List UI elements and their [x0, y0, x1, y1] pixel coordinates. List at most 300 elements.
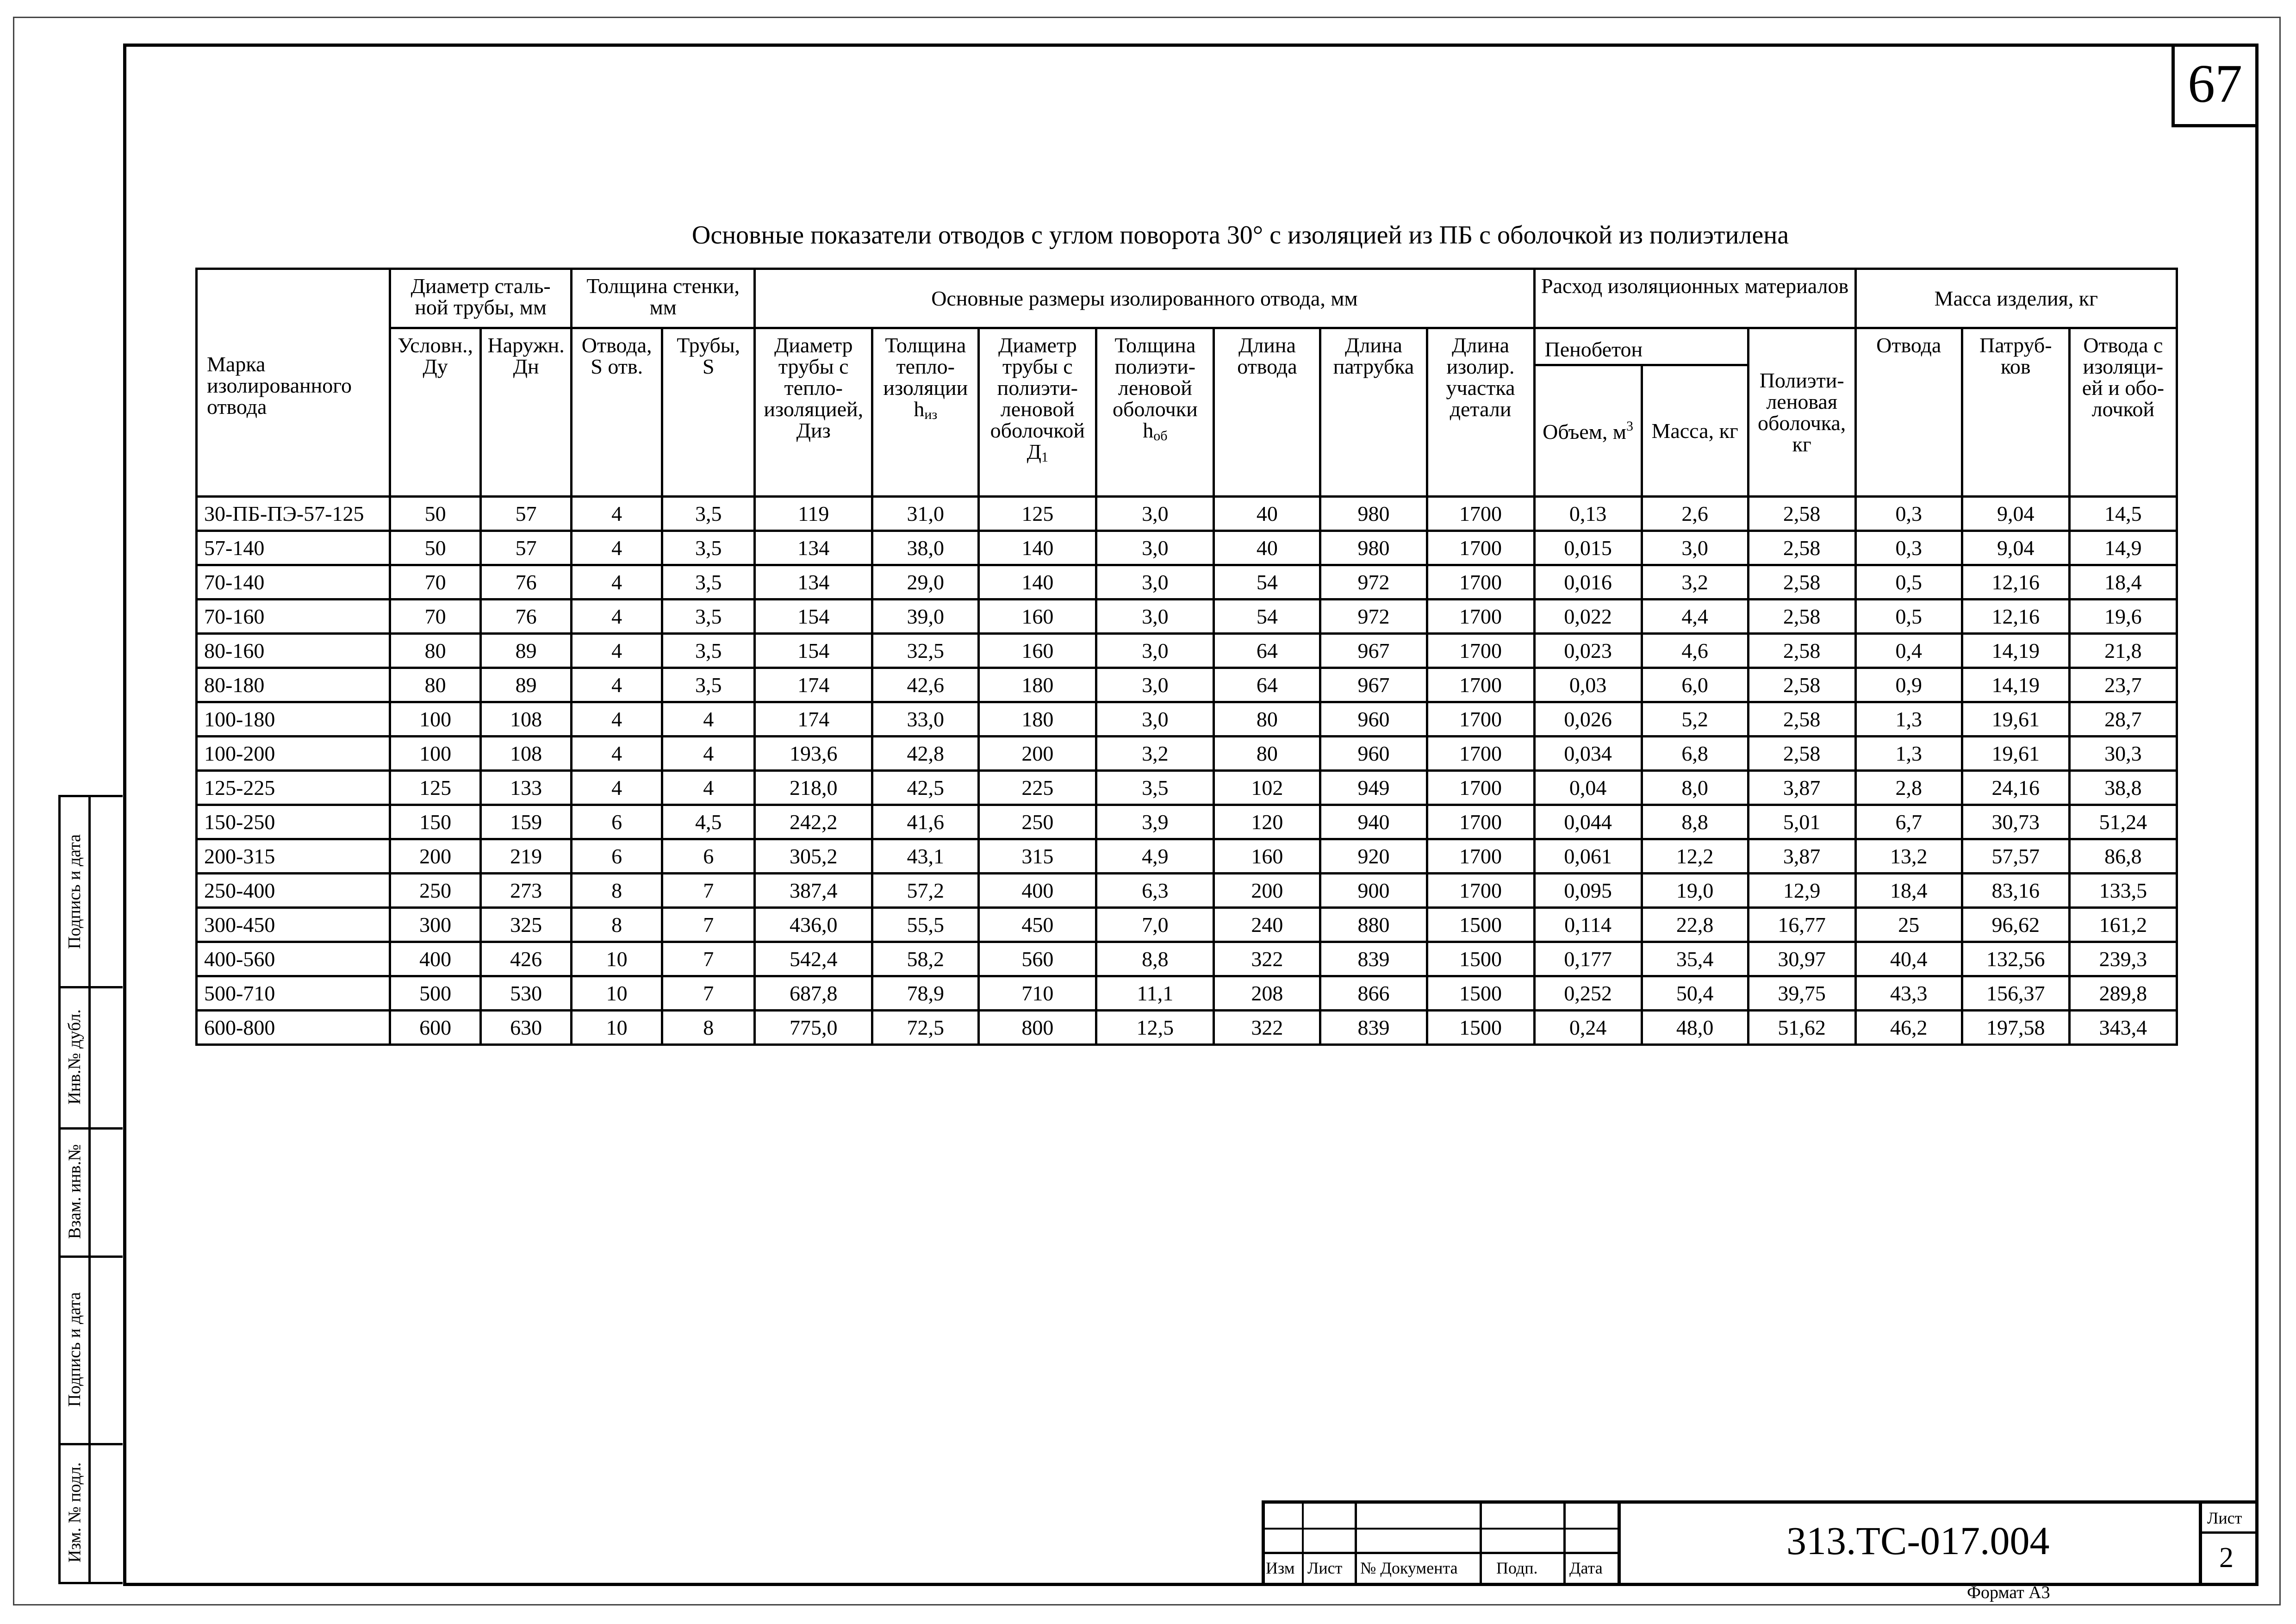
table-cell: 3,5: [662, 600, 755, 634]
table-cell: 10: [572, 976, 662, 1011]
side-label-sign-date-1: Подпись и дата: [65, 834, 85, 949]
table-cell: 2,6: [1642, 497, 1748, 531]
table-cell: 160: [979, 634, 1096, 668]
table-cell: 70: [390, 565, 481, 600]
table-cell: 0,5: [1855, 600, 1962, 634]
table-cell: 322: [1214, 1011, 1320, 1045]
stamp-signature: Подп.: [1496, 1559, 1538, 1577]
table-cell: 1700: [1427, 737, 1534, 771]
table-cell: 193,6: [755, 737, 872, 771]
cell-mark: 300-450: [197, 908, 390, 942]
table-cell: 0,022: [1534, 600, 1642, 634]
table-cell: 4: [572, 565, 662, 600]
table-cell: 50: [390, 531, 481, 565]
table-cell: 1700: [1427, 668, 1534, 702]
table-cell: 19,61: [1962, 737, 2069, 771]
table-cell: 100: [390, 702, 481, 737]
table-cell: 29,0: [872, 565, 979, 600]
cell-mark: 100-180: [197, 702, 390, 737]
table-cell: 239,3: [2069, 942, 2177, 976]
table-cell: 426: [481, 942, 572, 976]
table-cell: 0,015: [1534, 531, 1642, 565]
table-cell: 980: [1320, 497, 1427, 531]
table-cell: 39,75: [1748, 976, 1855, 1011]
table-cell: 0,034: [1534, 737, 1642, 771]
table-cell: 6: [662, 839, 755, 874]
table-cell: 57: [481, 531, 572, 565]
table-cell: 43,1: [872, 839, 979, 874]
table-cell: 1500: [1427, 908, 1534, 942]
table-cell: 4: [662, 702, 755, 737]
table-cell: 16,77: [1748, 908, 1855, 942]
table-row: [197, 942, 2177, 976]
header-h-ins: Толщина тепло- изоляции $h_{из}$: [872, 328, 979, 497]
table-row: [197, 771, 2177, 805]
table-cell: 174: [755, 702, 872, 737]
table-cell: 4: [662, 771, 755, 805]
table-cell: 3,0: [1096, 702, 1214, 737]
table-cell: 6: [572, 805, 662, 839]
table-cell: 8: [572, 908, 662, 942]
table-cell: 51,24: [2069, 805, 2177, 839]
table-cell: 11,1: [1096, 976, 1214, 1011]
table-cell: 30,3: [2069, 737, 2177, 771]
table-cell: 80: [1214, 702, 1320, 737]
table-cell: 10: [572, 942, 662, 976]
table-body: [197, 497, 2177, 1045]
table-cell: 80: [390, 668, 481, 702]
table-cell: 161,2: [2069, 908, 2177, 942]
left-signature-strip: [58, 795, 123, 1584]
table-cell: 240: [1214, 908, 1320, 942]
table-cell: 55,5: [872, 908, 979, 942]
table-cell: 197,58: [1962, 1011, 2069, 1045]
table-cell: 2,58: [1748, 668, 1855, 702]
table-cell: 86,8: [2069, 839, 2177, 874]
table-cell: 83,16: [1962, 874, 2069, 908]
table-cell: 839: [1320, 1011, 1427, 1045]
table-cell: 3,87: [1748, 771, 1855, 805]
table-cell: 7: [662, 874, 755, 908]
table-cell: 436,0: [755, 908, 872, 942]
table-cell: 3,5: [662, 531, 755, 565]
table-cell: 21,8: [2069, 634, 2177, 668]
header-d1: Диаметр трубы с полиэти- леновой оболочкой $Д_1$: [979, 328, 1096, 497]
table-cell: 76: [481, 565, 572, 600]
table-cell: 315: [979, 839, 1096, 874]
table-row: [197, 497, 2177, 531]
header-bend-length: Длина отвода: [1214, 328, 1320, 497]
table-cell: 12,16: [1962, 565, 2069, 600]
table-cell: 3,5: [662, 565, 755, 600]
table-cell: 0,5: [1855, 565, 1962, 600]
table-cell: 960: [1320, 737, 1427, 771]
table-cell: 1700: [1427, 600, 1534, 634]
table-cell: 6,7: [1855, 805, 1962, 839]
table-cell: 273: [481, 874, 572, 908]
table-cell: 72,5: [872, 1011, 979, 1045]
table-cell: 125: [979, 497, 1096, 531]
table-cell: 4: [572, 600, 662, 634]
table-row: [197, 600, 2177, 634]
table-cell: 18,4: [1855, 874, 1962, 908]
table-cell: 0,026: [1534, 702, 1642, 737]
table-cell: 33,0: [872, 702, 979, 737]
table-row: [197, 737, 2177, 771]
table-cell: 140: [979, 531, 1096, 565]
header-nozzle-length: Длина патрубка: [1320, 328, 1427, 497]
table-cell: 0,114: [1534, 908, 1642, 942]
table-cell: 866: [1320, 976, 1427, 1011]
table-cell: 0,4: [1855, 634, 1962, 668]
table-cell: 156,37: [1962, 976, 2069, 1011]
table-cell: 119: [755, 497, 872, 531]
table-cell: 42,8: [872, 737, 979, 771]
side-label-dup-inv: Инв.№ дубл.: [65, 1009, 85, 1105]
table-cell: 2,58: [1748, 702, 1855, 737]
table-cell: 7: [662, 942, 755, 976]
table-cell: 3,5: [662, 497, 755, 531]
header-mass-total: Отвода с изоляци- ей и обо- лочкой: [2069, 328, 2177, 497]
cell-mark: 500-710: [197, 976, 390, 1011]
table-cell: 1700: [1427, 839, 1534, 874]
table-cell: 839: [1320, 942, 1427, 976]
table-cell: 18,4: [2069, 565, 2177, 600]
table-cell: 5,2: [1642, 702, 1748, 737]
table-cell: 8,8: [1096, 942, 1214, 976]
table-cell: 219: [481, 839, 572, 874]
cell-mark: 250-400: [197, 874, 390, 908]
table-cell: 940: [1320, 805, 1427, 839]
table-cell: 343,4: [2069, 1011, 2177, 1045]
table-cell: 174: [755, 668, 872, 702]
side-label-orig-inv: Изм. № подл.: [65, 1462, 85, 1563]
table-cell: 8,8: [1642, 805, 1748, 839]
cell-mark: 125-225: [197, 771, 390, 805]
table-cell: 967: [1320, 634, 1427, 668]
header-product-mass: Масса изделия, кг: [1855, 269, 2177, 328]
table-cell: 218,0: [755, 771, 872, 805]
table-cell: 70: [390, 600, 481, 634]
table-cell: 133: [481, 771, 572, 805]
table-cell: 57,2: [872, 874, 979, 908]
header-dn-outer: Наружн. Дн: [481, 328, 572, 497]
table-cell: 960: [1320, 702, 1427, 737]
table-row: [197, 1011, 2177, 1045]
table-cell: 880: [1320, 908, 1427, 942]
cell-mark: 70-140: [197, 565, 390, 600]
table-cell: 3,5: [662, 634, 755, 668]
table-cell: 6,0: [1642, 668, 1748, 702]
table-cell: 76: [481, 600, 572, 634]
header-wall-thickness: Толщина стенки, мм: [572, 269, 755, 328]
table-cell: 19,61: [1962, 702, 2069, 737]
table-cell: 140: [979, 565, 1096, 600]
table-cell: 42,5: [872, 771, 979, 805]
table-cell: 3,0: [1096, 634, 1214, 668]
table-cell: 12,9: [1748, 874, 1855, 908]
stamp-izm: Изм: [1266, 1559, 1295, 1577]
table-cell: 1700: [1427, 531, 1534, 565]
table-cell: 3,2: [1096, 737, 1214, 771]
table-cell: 14,9: [2069, 531, 2177, 565]
table-cell: 50,4: [1642, 976, 1748, 1011]
table-cell: 387,4: [755, 874, 872, 908]
table-cell: 54: [1214, 565, 1320, 600]
table-cell: 920: [1320, 839, 1427, 874]
table-cell: 2,58: [1748, 600, 1855, 634]
table-cell: 900: [1320, 874, 1427, 908]
table-cell: 30,97: [1748, 942, 1855, 976]
table-cell: 200: [390, 839, 481, 874]
table-cell: 40,4: [1855, 942, 1962, 976]
table-cell: 980: [1320, 531, 1427, 565]
table-cell: 14,5: [2069, 497, 2177, 531]
table-cell: 58,2: [872, 942, 979, 976]
table-cell: 0,177: [1534, 942, 1642, 976]
table-cell: 5,01: [1748, 805, 1855, 839]
table-cell: 0,252: [1534, 976, 1642, 1011]
table-cell: 1,3: [1855, 737, 1962, 771]
table-cell: 225: [979, 771, 1096, 805]
cell-mark: 400-560: [197, 942, 390, 976]
table-cell: 4: [572, 497, 662, 531]
table-cell: 289,8: [2069, 976, 2177, 1011]
table-row: [197, 634, 2177, 668]
table-cell: 1700: [1427, 565, 1534, 600]
table-cell: 1700: [1427, 805, 1534, 839]
table-cell: 4: [572, 737, 662, 771]
table-cell: 2,8: [1855, 771, 1962, 805]
table-cell: 10: [572, 1011, 662, 1045]
table-cell: 2,58: [1748, 497, 1855, 531]
bends-table: [195, 268, 2178, 1046]
table-cell: 0,023: [1534, 634, 1642, 668]
table-cell: 39,0: [872, 600, 979, 634]
table-cell: 24,16: [1962, 771, 2069, 805]
header-s-pipe: Трубы, S: [662, 328, 755, 497]
table-cell: 159: [481, 805, 572, 839]
table-cell: 972: [1320, 600, 1427, 634]
table-cell: 1500: [1427, 976, 1534, 1011]
table-cell: 3,0: [1096, 600, 1214, 634]
cell-mark: 30-ПБ-ПЭ-57-125: [197, 497, 390, 531]
table-cell: 1700: [1427, 634, 1534, 668]
document-code: 313.ТС-017.004: [1786, 1518, 2050, 1563]
table-cell: 4: [572, 668, 662, 702]
table-cell: 560: [979, 942, 1096, 976]
table-cell: 134: [755, 565, 872, 600]
table-cell: 8: [572, 874, 662, 908]
table-cell: 967: [1320, 668, 1427, 702]
cell-mark: 57-140: [197, 531, 390, 565]
table-cell: 600: [390, 1011, 481, 1045]
table-cell: 108: [481, 737, 572, 771]
table-cell: 3,0: [1096, 497, 1214, 531]
table-cell: 3,0: [1096, 531, 1214, 565]
header-main-dimensions: Основные размеры изолированного отвода, мм: [755, 269, 1534, 328]
table-cell: 4: [572, 531, 662, 565]
table-cell: 4,4: [1642, 600, 1748, 634]
table-cell: 7: [662, 908, 755, 942]
table-cell: 800: [979, 1011, 1096, 1045]
header-mark: Марка изолированного отвода: [197, 269, 390, 497]
table-cell: 4: [572, 634, 662, 668]
table-cell: 1,3: [1855, 702, 1962, 737]
table-cell: 0,095: [1534, 874, 1642, 908]
table-cell: 64: [1214, 634, 1320, 668]
table-cell: 89: [481, 634, 572, 668]
table-cell: 133,5: [2069, 874, 2177, 908]
table-cell: 450: [979, 908, 1096, 942]
table-row: [197, 839, 2177, 874]
table-row: [197, 874, 2177, 908]
table-cell: 2,58: [1748, 634, 1855, 668]
table-cell: 160: [979, 600, 1096, 634]
table-cell: 25: [1855, 908, 1962, 942]
table-cell: 13,2: [1855, 839, 1962, 874]
table-cell: 54: [1214, 600, 1320, 634]
table-cell: 57,57: [1962, 839, 2069, 874]
table-cell: 1700: [1427, 497, 1534, 531]
table-cell: 0,044: [1534, 805, 1642, 839]
header-mass-nozzles: Патруб- ков: [1962, 328, 2069, 497]
table-cell: 0,24: [1534, 1011, 1642, 1045]
table-cell: 35,4: [1642, 942, 1748, 976]
title-block: [1262, 1500, 2255, 1583]
table-cell: 30,73: [1962, 805, 2069, 839]
stamp-list: Лист: [1307, 1559, 1343, 1577]
cell-mark: 100-200: [197, 737, 390, 771]
table-cell: 125: [390, 771, 481, 805]
header-foam-mass: Масса, кг: [1642, 365, 1748, 497]
header-dn-conditional: Условн., Ду: [390, 328, 481, 497]
table-cell: 32,5: [872, 634, 979, 668]
table-cell: 0,04: [1534, 771, 1642, 805]
header-foam-concrete: Пенобетон: [1534, 328, 1748, 365]
table-row: [197, 805, 2177, 839]
table-cell: 775,0: [755, 1011, 872, 1045]
table-cell: 200: [979, 737, 1096, 771]
header-mass-bend: Отвода: [1855, 328, 1962, 497]
cell-mark: 600-800: [197, 1011, 390, 1045]
table-cell: 300: [390, 908, 481, 942]
table-cell: 1700: [1427, 874, 1534, 908]
table-cell: 38,0: [872, 531, 979, 565]
table-cell: 100: [390, 737, 481, 771]
stamp-sheet-label: Лист: [2207, 1509, 2242, 1527]
table-cell: 6,8: [1642, 737, 1748, 771]
table-cell: 8,0: [1642, 771, 1748, 805]
side-label-repl-inv: Взам. инв.№: [65, 1144, 85, 1239]
table-title: Основные показатели отводов с углом поворота 30° с изоляцией из ПБ с оболочкой из полиэтилена: [691, 221, 1789, 250]
header-pe-shell: Полиэти- леновая оболочка, кг: [1748, 328, 1855, 497]
table-cell: 4: [572, 702, 662, 737]
table-row: [197, 702, 2177, 737]
table-cell: 400: [979, 874, 1096, 908]
table-cell: 4,5: [662, 805, 755, 839]
table-cell: 687,8: [755, 976, 872, 1011]
side-label-sign-date-2: Подпись и дата: [65, 1292, 85, 1407]
table-cell: 40: [1214, 497, 1320, 531]
header-s-bend: Отвода, S отв.: [572, 328, 662, 497]
table-cell: 7,0: [1096, 908, 1214, 942]
table-cell: 0,03: [1534, 668, 1642, 702]
table-cell: 250: [979, 805, 1096, 839]
table-cell: 108: [481, 702, 572, 737]
table-cell: 2,58: [1748, 737, 1855, 771]
table-cell: 710: [979, 976, 1096, 1011]
table-cell: 80: [390, 634, 481, 668]
table-cell: 3,87: [1748, 839, 1855, 874]
header-insulation-consumption: Расход изоляционных материалов: [1534, 269, 1855, 328]
table-cell: 9,04: [1962, 531, 2069, 565]
header-h-shell: Толщина полиэти- леновой оболочки $h_{об}$: [1096, 328, 1214, 497]
table-cell: 43,3: [1855, 976, 1962, 1011]
table-cell: 242,2: [755, 805, 872, 839]
table-cell: 630: [481, 1011, 572, 1045]
table-cell: 41,6: [872, 805, 979, 839]
header-d-ins: Диаметр трубы с тепло- изоляцией, Диз: [755, 328, 872, 497]
table-cell: 2,58: [1748, 565, 1855, 600]
table-cell: 0,3: [1855, 531, 1962, 565]
table-cell: 22,8: [1642, 908, 1748, 942]
table-cell: 12,2: [1642, 839, 1748, 874]
table-cell: 500: [390, 976, 481, 1011]
table-cell: 19,6: [2069, 600, 2177, 634]
table-cell: 23,7: [2069, 668, 2177, 702]
cell-mark: 80-160: [197, 634, 390, 668]
table-cell: 250: [390, 874, 481, 908]
table-cell: 1500: [1427, 942, 1534, 976]
table-cell: 120: [1214, 805, 1320, 839]
table-cell: 8: [662, 1011, 755, 1045]
table-cell: 9,04: [1962, 497, 2069, 531]
table-cell: 160: [1214, 839, 1320, 874]
table-cell: 1500: [1427, 1011, 1534, 1045]
cell-mark: 80-180: [197, 668, 390, 702]
table-cell: 89: [481, 668, 572, 702]
table-cell: 132,56: [1962, 942, 2069, 976]
header-pipe-diameter: Диаметр сталь- ной трубы, мм: [390, 269, 572, 328]
table-cell: 80: [1214, 737, 1320, 771]
table-cell: 7: [662, 976, 755, 1011]
table-cell: 0,9: [1855, 668, 1962, 702]
table-row: [197, 908, 2177, 942]
table-cell: 4: [662, 737, 755, 771]
cell-mark: 200-315: [197, 839, 390, 874]
table-cell: 12,16: [1962, 600, 2069, 634]
table-cell: 154: [755, 600, 872, 634]
table-cell: 972: [1320, 565, 1427, 600]
table-cell: 200: [1214, 874, 1320, 908]
table-cell: 180: [979, 702, 1096, 737]
table-cell: 19,0: [1642, 874, 1748, 908]
table-cell: 322: [1214, 942, 1320, 976]
table-cell: 31,0: [872, 497, 979, 531]
table-cell: 14,19: [1962, 634, 2069, 668]
table-cell: 28,7: [2069, 702, 2177, 737]
table-cell: 0,061: [1534, 839, 1642, 874]
table-cell: 3,5: [662, 668, 755, 702]
table-cell: 208: [1214, 976, 1320, 1011]
table-cell: 64: [1214, 668, 1320, 702]
table-cell: 0,016: [1534, 565, 1642, 600]
table-cell: 0,3: [1855, 497, 1962, 531]
header-insulated-length: Длина изолир. участка детали: [1427, 328, 1534, 497]
table-cell: 949: [1320, 771, 1427, 805]
table-cell: 6: [572, 839, 662, 874]
